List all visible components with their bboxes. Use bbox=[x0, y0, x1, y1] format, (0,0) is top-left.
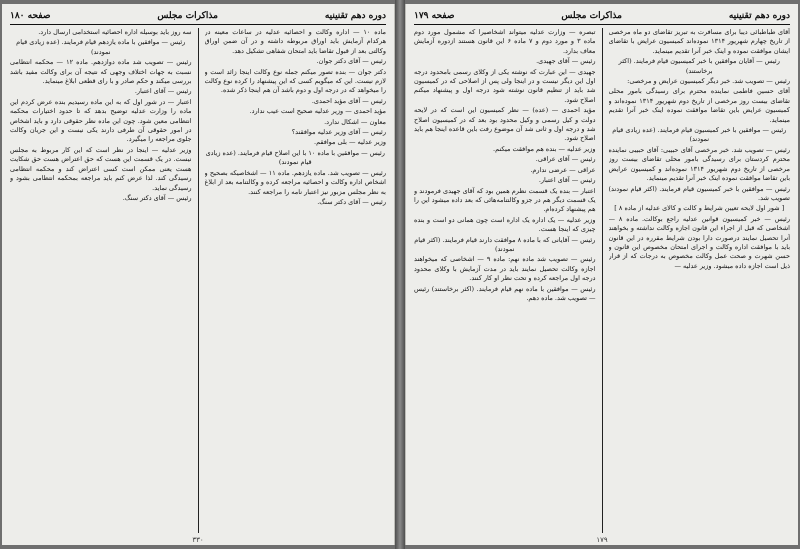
paragraph: رئیس — تصویب شد. خبر مرخصی آقای حبیبی: آقای حبیبی نماینده محترم کردستان برای رسیدگی بامور محلی تقاضای بیست روز مرخصی از تاریخ دوم شهریور ۱۳۱۴ نموده‌اند و کمیسیون عرایض باین تقاضا موافقت نموده اینک خبر آنرا تقدیم مینماید. bbox=[608, 145, 790, 183]
paragraph: رئیس — موافقین با ماده یازدهم قیام فرمایند. (عده زیادی قیام نمودند) bbox=[16, 38, 186, 56]
paragraph: وزیر عدلیه — یک اداره یک اداره است چون همانی دو است و بنده چیزی که اینجا هست. bbox=[414, 215, 596, 234]
text-column-left bbox=[414, 28, 596, 533]
paragraph: سه روز باید بوسیله اداره احصائیه استخدامی ارسال دارد. bbox=[38, 28, 192, 36]
page-header bbox=[10, 8, 386, 25]
paragraph: رئیس — آقای دکتر جوان. bbox=[316, 57, 386, 66]
paragraph: رئیس — آقایانی که با ماده ۸ موافقت دارند قیام فرمایند. (اکثر قیام نمودند) bbox=[414, 235, 596, 253]
paragraph: رئیس — آقای دکتر سنگ. bbox=[122, 193, 192, 202]
page-folio: ۱۷۹ bbox=[596, 536, 608, 544]
paragraph: آقای طباطبائی دیبا برای مسافرت به تبریز تقاضای دو ماه مرخصی از تاریخ چهارم شهریور ۱۳۱۴ نموده‌اند کمیسیون عرایض با تقاضای ایشان موافقت نموده و اینک خبر آنرا تقدیم مینماید. bbox=[608, 28, 790, 55]
paragraph: رئیس — موافقین با خبر کمیسیون قیام فرمایند. (اکثر قیام نمودند) تصویب شد. bbox=[608, 184, 790, 202]
paragraph: عراقی — عرضی ندارم. bbox=[530, 165, 596, 174]
header-title: مذاکرات مجلس bbox=[561, 11, 622, 21]
page-header bbox=[414, 8, 790, 25]
page-right bbox=[405, 4, 798, 545]
page-left bbox=[2, 4, 395, 545]
paragraph: رئیس — تصویب شد ماده نهم: ماده ۹ — اشخاصی که میخواهند اجازه وکالت تحصیل نمایند باید در مدت آزمایش با وکلای محدود درجه اول مراجعه کرده و تحت نظر او کار کنند. bbox=[414, 255, 596, 283]
paragraph: رئیس — خبر کمیسیون قوانین عدلیه راجع بوکالت. ماده ۸ — اشخاصی که قبل از اجراء این قانون اجازه وکالت نداشته و بخواهند آنرا تحصیل نمایند درصورت دارا بودن شرایط مقرره در این قانون باید با موافقت اداره وکالت و اجرای امتحان مخصوص این قانون و حسن شهرت و صحت عمل وکالت مخصوص به درجات که از قرار ذیل است اجازه داده میشود. وزیر عدلیه — bbox=[608, 214, 790, 270]
text-column-right bbox=[609, 28, 791, 533]
paragraph: رئیس — تصویب شد. خبر دیگر کمیسیون عرایض و مرخصی: bbox=[627, 77, 790, 86]
paragraph: رئیس — آقای عراقی. bbox=[535, 155, 596, 164]
text-column-left bbox=[10, 28, 192, 533]
paragraph: رئیس — آقای جهیدی. bbox=[536, 57, 596, 66]
paragraph: ماده ۱۰ — اداره وکالت و احصائیه عدلیه در ساعات معینه در هرکدام آزمایش باید اوراق مربوطه داشته و در آن ضمن اوراق وکالتی بعد از قبول تقاضا باید امتحان شفاهی تشکیل دهد. bbox=[204, 28, 386, 55]
paragraph: وزیر عدلیه — بنده هم موافقت میکنم. bbox=[493, 144, 596, 153]
header-volume: دوره دهم تقنینیه bbox=[324, 11, 386, 21]
paragraph: رئیس — موافقین با خبر کمیسیون قیام فرمایند. (عده زیادی قیام نمودند) bbox=[612, 126, 787, 144]
paragraph: رئیس — تصویب شد ماده دوازدهم. ماده ۱۲ — محکمه انتظامی نسبت به جهات اختلاف وجهی که نتیجه آن برای وکالت مفید باشد بررسی میکند و حکم صادر و با رای قطعی ابلاغ مینماید. bbox=[10, 58, 192, 86]
paragraph: اعتبار — بنده یک قسمت نظرم همین بود که آقای جهیدی فرمودند و یک قسمت دیگر هم در جزو وکالتنامه‌هائی که بعد داده میشود این را هم پیشنهاد کرده‌ام. bbox=[414, 186, 596, 214]
paragraph: دکتر جوان — بنده تصور میکنم جمله نوع وکالت اینجا زائد است و لازم نیست. این که میگویم کسی که این پیشنهاد را کرده نوع وکالت را میخواهد که در درجه اول و دوم باشد آن هم اینجا ذکر شده. bbox=[204, 67, 386, 95]
paragraph: آقای حسین فاطمی نماینده محترم برای رسیدگی بامور محلی تقاضای بیست روز مرخصی از تاریخ دوم شهریور ۱۳۱۴ نموده‌اند و کمیسیون عرایض باین تقاضا موافقت نموده اینک خبر آنرا تقدیم مینماید. bbox=[608, 87, 790, 124]
paragraph: رئیس — آقای مؤید احمدی. bbox=[311, 96, 386, 105]
paragraph: رئیس — موافقین با ماده نهم قیام فرمایند. (اکثر برخاستند) رئیس — تصویب شد. ماده دهم. bbox=[414, 284, 596, 302]
paragraph: وزیر عدلیه — بلی موافقم. bbox=[314, 138, 386, 147]
text-columns bbox=[10, 28, 386, 533]
paragraph: وزیر عدلیه — اینجا در نظر است که این کار مربوط به مجلس نیست. در یک قسمت این هست که حق اعتراض هست حق شکایت هست یعنی ممکن است کسی اعتراض کند و محکمه انتظامی رسیدگی کند. لذا عرض کنم باید مراجعه بمحکمه انتظامی بشود و رسیدگی نماید. bbox=[10, 145, 192, 192]
paragraph: جهیدی — این عبارت که نوشته یکی از وکلای رسمی بامحدود درجه اول این دیگر نیست و در اینجا ولی پس از اصلاحی که در کمیسیون شد باید از تنظیم قانون نوشته شود درجه اول و پیشنهاد میکنم اصلاح شود. bbox=[414, 67, 596, 104]
paragraph: رئیس — آقای اعتبار. bbox=[538, 176, 596, 185]
header-page-number: صفحه ۱۸۰ bbox=[10, 11, 51, 21]
text-columns bbox=[414, 28, 790, 533]
paragraph: رئیس — آقای اعتبار. bbox=[134, 87, 192, 96]
paragraph: معاون — اشکال ندارد. bbox=[324, 117, 386, 126]
text-column-right bbox=[205, 28, 387, 533]
paragraph: رئیس — تصویب شد. ماده یازدهم. ماده ۱۱ — اشخاصیکه بصحیح و اشخاص اداره وکالت و احصائیه مراجعه کرده و وکالتنامه بعد از ابلاغ به نظر مجلس مزبور نیز اعتبار نامه را مراجعه کنند. bbox=[204, 168, 386, 196]
paragraph: مؤید احمدی — وزیر عدلیه صحیح است عیب ندارد. bbox=[249, 107, 386, 116]
paragraph: رئیس — موافقین با ماده ۱۰ با این اصلاح قیام فرمایند. (عده زیادی قیام نمودند) bbox=[205, 148, 385, 167]
paragraph: اعتبار — در شور اول که به این ماده رسیدیم بنده عرض کردم این ماده را وزارت عدلیه توضیح بدهد که تا حدود اختیارات محکمه انتظامی معین شود. چون این ماده نظر حقوقی دارد و باید اشخاص در امور حقوقی آن طرفی دارند یکی نیست و این جریان وکالت جلوی مراجعه را میگیرد. bbox=[10, 97, 192, 144]
paragraph: رئیس — آقایان موافقین با خبر کمیسیون قیام فرمایند. (اکثر برخاستند) bbox=[618, 57, 780, 75]
paragraph: [ شور اول لایحه تعیین شرایط و کالت و کالای عدلیه از ماده ۸ ] bbox=[614, 204, 785, 213]
paragraph: تبصره — وزارت عدلیه میتواند اشخاصیرا که مشمول مورد دوم ماده ۳ و مورد دوم و ۷ ماده ۶ این قانون هستند ازدوره آزمایش معاف بدارد. bbox=[414, 28, 596, 55]
paragraph: رئیس — آقای وزیر عدلیه موافقند؟ bbox=[291, 128, 386, 137]
header-page-number: صفحه ۱۷۹ bbox=[414, 11, 455, 21]
header-title: مذاکرات مجلس bbox=[157, 11, 218, 21]
header-volume: دوره دهم تقنینیه bbox=[728, 11, 790, 21]
page-folio: ۳۳۰ bbox=[192, 536, 204, 544]
paragraph: رئیس — آقای دکتر سنگ. bbox=[317, 197, 386, 206]
book-gutter bbox=[395, 0, 405, 549]
column-divider bbox=[602, 28, 603, 533]
paragraph: مؤید احمدی — (عده) — نظر کمیسیون این است که در لایحه دولت و کیل رسمی و وکیل محدود بود بعد که در کمیسیون اصلاح شد و درجه اول و ثانی شد آن موضوع رفت باین قاعده اینجا هم باید اصلاح شود. bbox=[414, 106, 596, 143]
column-divider bbox=[198, 28, 199, 533]
